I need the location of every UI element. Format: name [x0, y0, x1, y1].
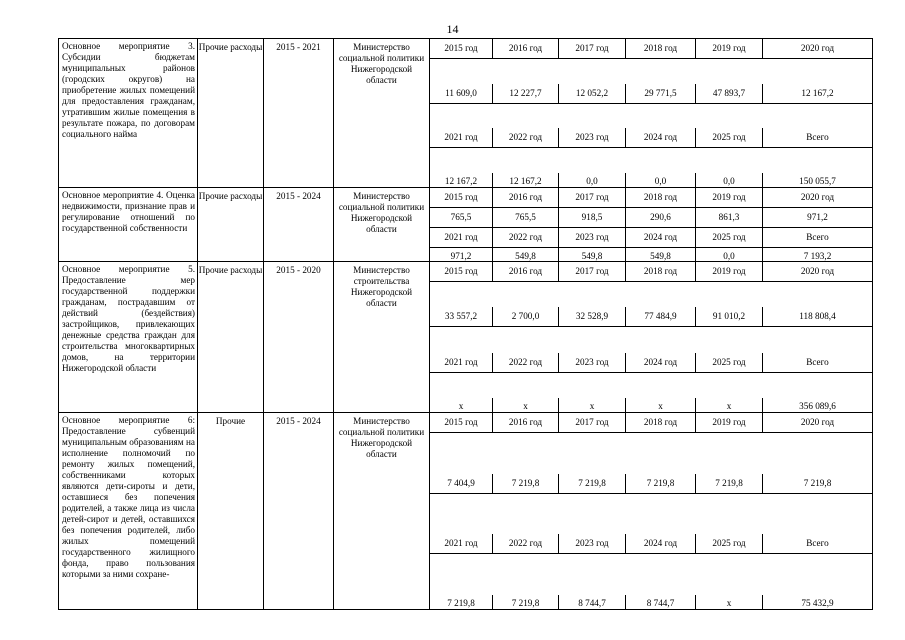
- funding-subrow: [430, 173, 872, 187]
- funding-value: x: [458, 400, 464, 411]
- funding-value: 549,8: [625, 248, 695, 262]
- year-label: 2019 год: [695, 188, 762, 208]
- funding-value: 290,6: [625, 208, 695, 228]
- table-row: [59, 413, 873, 610]
- year-label: 2022 год: [492, 353, 558, 373]
- year-label: 2023 год: [558, 228, 625, 248]
- funding-cell: [430, 188, 873, 262]
- year-label: 2023 год: [558, 128, 625, 148]
- year-label: 2024 год: [625, 128, 695, 148]
- funding-subrow: [430, 39, 872, 84]
- funding-subrow: [430, 398, 872, 412]
- year-label: 2023 год: [558, 353, 625, 373]
- year-label: 2020 год: [762, 262, 872, 282]
- funding-value: 7 219,8: [762, 474, 872, 494]
- year-label: 2022 год: [492, 228, 558, 248]
- funding-subrow: [430, 248, 872, 262]
- funding-subrow: [430, 128, 872, 173]
- funding-value: 7 219,8: [558, 474, 625, 494]
- year-label: 2021 год: [430, 534, 492, 554]
- year-label: 2025 год: [695, 128, 762, 148]
- year-label: 2021 год: [430, 353, 492, 373]
- funding-value: 12 227,7: [492, 84, 558, 104]
- funding-value: 7 193,2: [762, 248, 872, 262]
- expense-type-cell: Прочие расходы: [198, 39, 264, 188]
- funding-value: 7 219,8: [492, 474, 558, 494]
- year-label: 2019 год: [695, 39, 762, 59]
- year-label: Всего: [762, 353, 872, 373]
- year-label: 2015 год: [430, 413, 492, 433]
- year-label: 2025 год: [695, 353, 762, 373]
- funding-value: x: [558, 398, 625, 412]
- funding-subrow: [430, 474, 872, 535]
- funding-value: 11 609,0: [430, 84, 492, 104]
- year-label: 2016 год: [492, 413, 558, 433]
- year-label: 2022 год: [492, 534, 558, 554]
- period-cell: 2015 - 2021: [264, 39, 334, 188]
- funding-value: 549,8: [558, 248, 625, 262]
- year-label: 2015 год: [430, 262, 492, 282]
- funding-subrow: [430, 353, 872, 398]
- executor-cell: Министерство социальной политики Нижегородской области: [334, 413, 430, 610]
- funding-value: x: [695, 398, 762, 412]
- funding-subrow: [430, 84, 872, 129]
- funding-cell: [430, 39, 873, 188]
- executor-cell: Министерство социальной политики Нижегородской области: [334, 188, 430, 262]
- year-label: 2016 год: [492, 188, 558, 208]
- expense-type-cell: Прочие расходы: [198, 262, 264, 413]
- funding-value: 7 219,8: [625, 474, 695, 494]
- funding-value: 12 167,2: [492, 173, 558, 187]
- funding-value: 7 404,9: [430, 474, 492, 494]
- year-label: 2015 год: [430, 39, 492, 59]
- year-label: Всего: [762, 128, 872, 148]
- funding-value: 32 528,9: [558, 307, 625, 327]
- funding-value: 356 089,6: [762, 398, 872, 412]
- expense-type-cell: Прочие расходы: [198, 188, 264, 262]
- funding-cell: [430, 413, 873, 610]
- funding-value: 765,5: [430, 208, 492, 228]
- measure-name-cell: Основное мероприятие 5. Предоставление мер государственной поддержки гражданам, пострадавшим от действий (бездействия) застройщиков, привлекающих денежные средства граждан для строительства многоквартирных домов, на территории Нижегородской области: [59, 262, 198, 413]
- measure-name-cell: Основное мероприятие 6: Предоставление субвенций муниципальным образованиям на исполнение полномочий по ремонту жилых помещений, собственниками которых являются дети-сироты и дети, оставшиеся без попечения родителей, а также лица из числа детей-сирот и детей, оставшихся без попечения родителей, либо жилых помещений государственного жилищного фонда, право пользования которыми за ними сохране-: [59, 413, 198, 610]
- year-label: 2016 год: [492, 262, 558, 282]
- year-label: 2018 год: [625, 262, 695, 282]
- year-label: 2024 год: [625, 228, 695, 248]
- year-label: 2018 год: [625, 188, 695, 208]
- year-label: 2017 год: [558, 262, 625, 282]
- funding-subrow: [430, 534, 872, 595]
- funding-value: 971,2: [450, 251, 472, 261]
- table-row: [59, 262, 873, 413]
- year-label: 2024 год: [625, 353, 695, 373]
- year-label: 2021 год: [430, 228, 492, 248]
- year-label: 2017 год: [558, 39, 625, 59]
- year-label: 2022 год: [492, 128, 558, 148]
- year-label: 2016 год: [492, 39, 558, 59]
- year-label: 2025 год: [695, 228, 762, 248]
- funding-value: 91 010,2: [695, 307, 762, 327]
- measure-name-cell: Основное мероприятие 3. Субсидии бюджетам муниципальных районов (городских округов) на приобретение жилых помещений для предоставления гражданам, утратившим жилые помещения в результате пожара, по договорам социального найма: [59, 39, 198, 188]
- year-label: 2020 год: [762, 413, 872, 433]
- year-label: 2020 год: [762, 188, 872, 208]
- period-cell: 2015 - 2020: [264, 262, 334, 413]
- year-label: 2018 год: [625, 39, 695, 59]
- funding-value: 7 219,8: [695, 474, 762, 494]
- year-label: 2015 год: [430, 188, 492, 208]
- year-label: 2023 год: [558, 534, 625, 554]
- table-row: [59, 39, 873, 188]
- funding-value: 0,0: [695, 173, 762, 187]
- funding-value: 77 484,9: [625, 307, 695, 327]
- funding-value: 8 744,7: [558, 595, 625, 609]
- funding-subrow: [430, 208, 872, 228]
- year-label: Всего: [762, 228, 872, 248]
- year-label: 2018 год: [625, 413, 695, 433]
- funding-value: 8 744,7: [625, 595, 695, 609]
- budget-table: [58, 38, 873, 610]
- funding-cell: [430, 262, 873, 413]
- funding-value: 0,0: [695, 248, 762, 262]
- year-label: 2020 год: [762, 39, 872, 59]
- funding-value: 33 557,2: [430, 307, 492, 327]
- funding-subrow: [430, 307, 872, 352]
- funding-value: 12 052,2: [558, 84, 625, 104]
- funding-subrow: [430, 188, 872, 208]
- funding-value: x: [695, 595, 762, 609]
- funding-value: 765,5: [492, 208, 558, 228]
- funding-value: 0,0: [558, 173, 625, 187]
- funding-value: x: [492, 398, 558, 412]
- period-cell: 2015 - 2024: [264, 188, 334, 262]
- funding-subrow: [430, 595, 872, 609]
- executor-cell: Министерство социальной политики Нижегородской области: [334, 39, 430, 188]
- year-label: 2021 год: [430, 128, 492, 148]
- measure-name-cell: Основное мероприятие 4. Оценка недвижимости, признание прав и регулирование отношений по государственной собственности: [59, 188, 198, 262]
- year-label: 2017 год: [558, 188, 625, 208]
- year-label: 2019 год: [695, 413, 762, 433]
- funding-subrow: [430, 262, 872, 307]
- table-row: [59, 188, 873, 262]
- funding-value: 7 219,8: [492, 595, 558, 609]
- funding-value: x: [625, 398, 695, 412]
- funding-value: 971,2: [762, 208, 872, 228]
- funding-value: 549,8: [492, 248, 558, 262]
- page-number: 14: [446, 22, 459, 36]
- year-label: 2025 год: [695, 534, 762, 554]
- executor-cell: Министерство строительства Нижегородской области: [334, 262, 430, 413]
- year-label: 2024 год: [625, 534, 695, 554]
- funding-value: 12 167,2: [444, 176, 478, 187]
- funding-value: 118 808,4: [762, 307, 872, 327]
- year-label: Всего: [762, 534, 872, 554]
- funding-value: 7 219,8: [447, 598, 475, 609]
- year-label: 2019 год: [695, 262, 762, 282]
- expense-type-cell: Прочие: [198, 413, 264, 610]
- funding-subrow: [430, 413, 872, 474]
- funding-value: 0,0: [625, 173, 695, 187]
- funding-value: 150 055,7: [762, 173, 872, 187]
- year-label: 2017 год: [558, 413, 625, 433]
- funding-value: 2 700,0: [492, 307, 558, 327]
- period-cell: 2015 - 2024: [264, 413, 334, 610]
- funding-subrow: [430, 228, 872, 248]
- funding-value: 29 771,5: [625, 84, 695, 104]
- funding-value: 918,5: [558, 208, 625, 228]
- funding-value: 47 893,7: [695, 84, 762, 104]
- funding-value: 861,3: [695, 208, 762, 228]
- funding-value: 75 432,9: [762, 595, 872, 609]
- funding-value: 12 167,2: [762, 84, 872, 104]
